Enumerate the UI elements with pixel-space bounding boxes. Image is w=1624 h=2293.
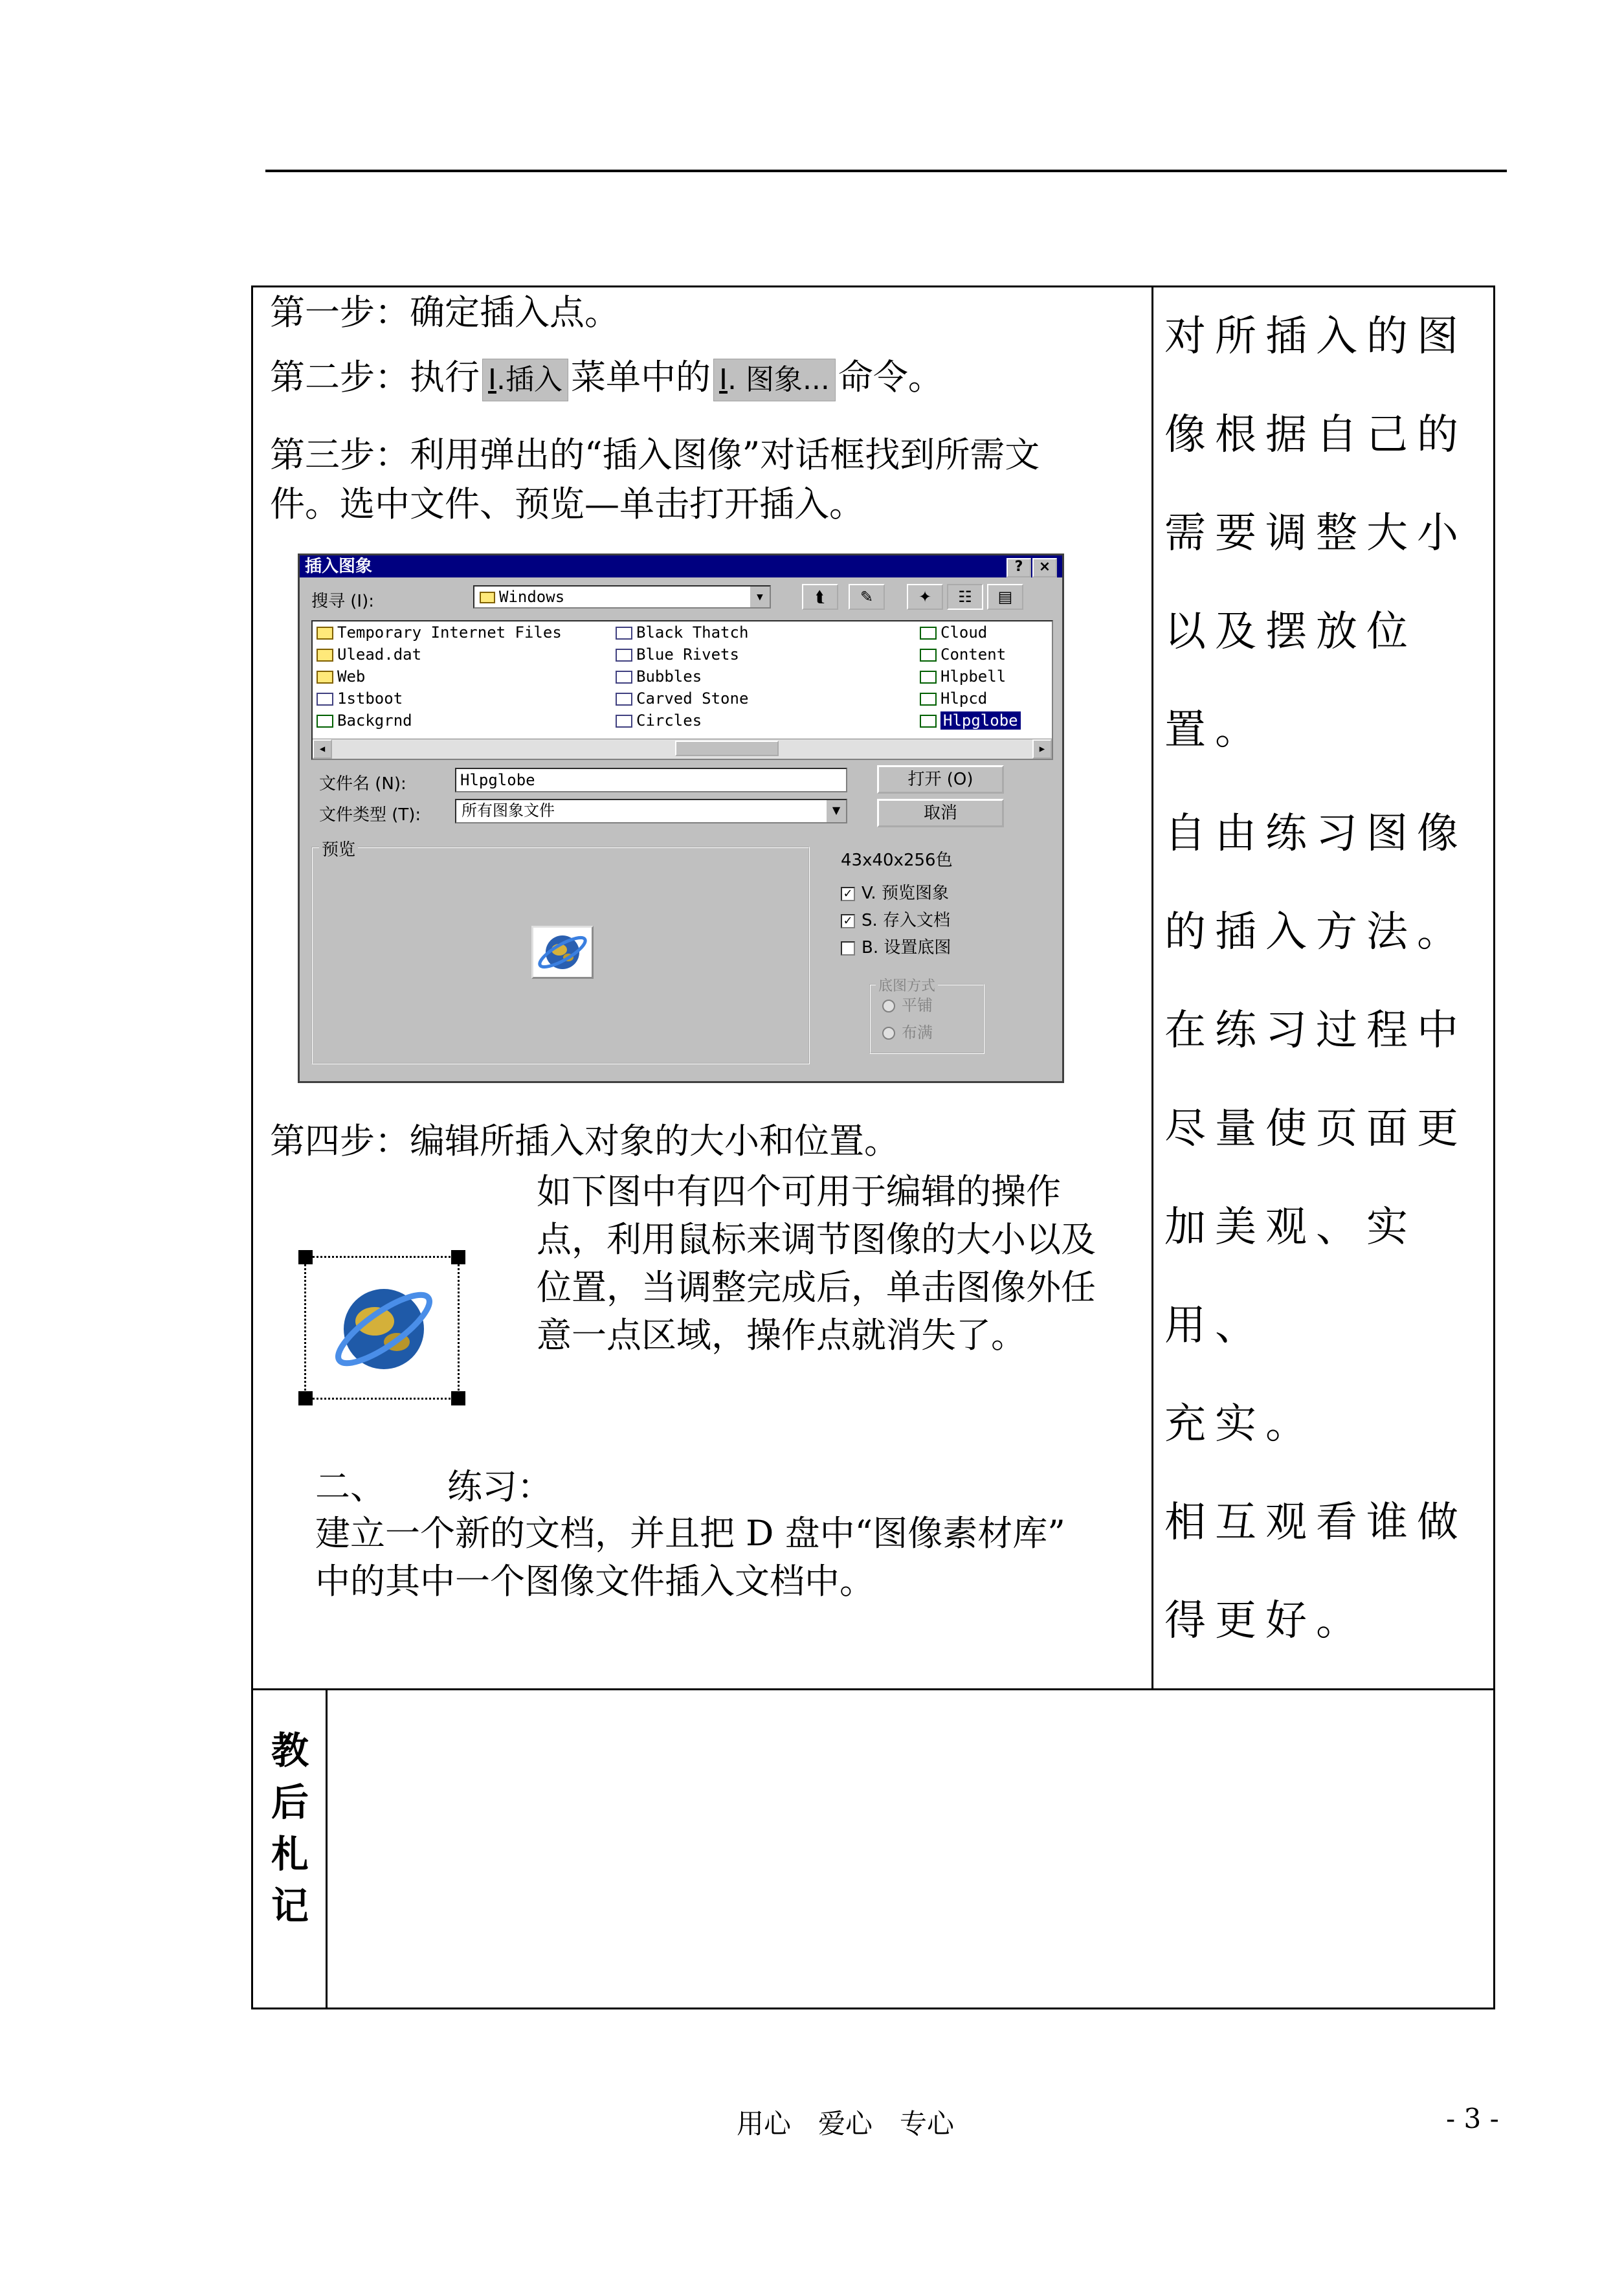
resize-handle[interactable] xyxy=(451,1391,465,1405)
resize-handle[interactable] xyxy=(451,1250,465,1264)
dialog-title: 插入图象 xyxy=(300,555,1062,577)
set-background-checkbox[interactable]: B. 设置底图 xyxy=(841,936,951,959)
filename-input[interactable]: Hlpglobe xyxy=(455,768,847,792)
image-file-icon xyxy=(616,715,632,728)
lesson-table xyxy=(251,285,1495,2009)
filetype-label: 文件类型 (T): xyxy=(319,805,421,825)
list-item[interactable]: 1stboot xyxy=(317,688,403,710)
cancel-button[interactable]: 取消 xyxy=(877,799,1004,827)
preview-group xyxy=(311,840,810,1064)
radio-selected-icon xyxy=(882,1000,895,1012)
resize-handles-figure xyxy=(304,1256,460,1400)
image-file-icon xyxy=(616,649,632,662)
image-menu-image: I. 图象... xyxy=(713,359,836,401)
list-item[interactable]: Carved Stone xyxy=(616,688,748,710)
insert-image-dialog xyxy=(298,554,1064,1083)
desktop-icon[interactable]: ✎ xyxy=(849,584,885,610)
desc-line-4: 意一点区域，操作点就消失了。 xyxy=(537,1315,1026,1356)
practice-heading: 练习： xyxy=(447,1466,552,1507)
html-file-icon xyxy=(920,693,937,706)
tile-radio[interactable]: 平铺 xyxy=(882,994,933,1016)
filename-label: 文件名 (N): xyxy=(319,774,406,794)
list-item[interactable]: Cloud xyxy=(920,621,987,643)
resize-handle[interactable] xyxy=(298,1250,313,1264)
teaching-notes-1: 对所插入的图 像根据自己的 需要调整大小 以及摆放位置。 xyxy=(1164,313,1467,754)
step-1: 第一步：确定插入点。 xyxy=(270,292,619,333)
header-rule xyxy=(265,170,1507,172)
notes-divider xyxy=(326,1688,328,2009)
list-item-selected[interactable]: Hlpglobe xyxy=(920,710,1021,732)
folder-icon xyxy=(317,649,333,662)
globe-icon xyxy=(332,1275,436,1381)
list-item[interactable]: Hlpbell xyxy=(920,666,1006,688)
checkbox-checked-icon: ✓ xyxy=(841,887,855,901)
horizontal-scrollbar[interactable] xyxy=(313,739,1052,759)
list-item[interactable]: Black Thatch xyxy=(616,621,748,643)
image-file-icon xyxy=(616,627,632,640)
chevron-down-icon: ▼ xyxy=(825,800,846,822)
preview-image-checkbox[interactable]: ✓ V. 预览图象 xyxy=(841,882,949,905)
scroll-right-icon[interactable]: ▶ xyxy=(1032,739,1052,759)
practice-number: 二、 xyxy=(315,1466,385,1507)
desc-line-1: 如下图中有四个可用于编辑的操作 xyxy=(537,1171,1061,1212)
preview-globe-image xyxy=(531,926,594,979)
folder-icon xyxy=(480,592,495,603)
list-item[interactable]: Blue Rivets xyxy=(616,643,739,666)
page-number: - 3 - xyxy=(1446,2103,1499,2134)
lookin-label: 搜寻 (I): xyxy=(311,592,374,611)
image-info: 43x40x256色 xyxy=(841,851,953,870)
filetype-dropdown[interactable]: 所有图象文件 ▼ xyxy=(455,799,847,823)
new-folder-icon[interactable]: ✦ xyxy=(907,584,943,610)
step-3-line-1: 第三步：利用弹出的“插入图像”对话框找到所需文 xyxy=(270,434,1040,475)
post-lesson-notes-label: 教 后 札 记 xyxy=(271,1728,309,1928)
practice-line-1: 建立一个新的文档，并且把 D 盘中“图像素材库” xyxy=(315,1513,1065,1554)
row-divider xyxy=(253,1688,1493,1690)
html-file-icon xyxy=(920,627,937,640)
up-folder-icon[interactable]: ⮬ xyxy=(802,584,838,610)
list-item[interactable]: Temporary Internet Files xyxy=(317,621,562,643)
scroll-thumb[interactable] xyxy=(675,741,779,756)
details-view-icon[interactable]: ▤ xyxy=(987,584,1023,610)
list-item[interactable]: Backgrnd xyxy=(317,710,412,732)
lookin-dropdown[interactable]: Windows ▼ xyxy=(473,585,771,609)
list-item[interactable]: Bubbles xyxy=(616,666,702,688)
background-mode-group xyxy=(869,978,984,1054)
preview-label: 预览 xyxy=(319,836,358,860)
desc-line-2: 点，利用鼠标来调节图像的大小以及 xyxy=(537,1219,1096,1260)
step-2 xyxy=(270,355,943,401)
teaching-notes-2: 自由练习图像 的插入方法。 在练习过程中 尽量使页面更 加美观、实用、 充实。 相互观看谁做 得更好。 xyxy=(1164,810,1467,1645)
list-item[interactable]: Content xyxy=(920,643,1006,666)
close-button[interactable]: × xyxy=(1032,558,1057,577)
step-2-middle: 菜单中的 xyxy=(570,357,711,397)
list-item[interactable]: Ulead.dat xyxy=(317,643,421,666)
checkbox-checked-icon: ✓ xyxy=(841,914,855,928)
practice-line-2: 中的其中一个图像文件插入文档中。 xyxy=(315,1561,874,1602)
list-view-icon[interactable]: ☷ xyxy=(947,584,983,610)
save-to-doc-checkbox[interactable]: ✓ S. 存入文档 xyxy=(841,909,950,932)
image-file-icon xyxy=(616,693,632,706)
column-divider xyxy=(1151,287,1153,1688)
desc-line-3: 位置，当调整完成后，单击图像外任 xyxy=(537,1267,1096,1308)
list-item[interactable]: Circles xyxy=(616,710,702,732)
file-list xyxy=(311,620,1053,760)
html-file-icon xyxy=(317,715,333,728)
list-item[interactable]: Hlpcd xyxy=(920,688,987,710)
image-file-icon xyxy=(616,671,632,684)
background-mode-label: 底图方式 xyxy=(876,975,938,995)
html-file-icon xyxy=(920,671,937,684)
scroll-left-icon[interactable]: ◀ xyxy=(313,739,332,759)
html-file-icon xyxy=(920,649,937,662)
chevron-down-icon: ▼ xyxy=(749,587,770,607)
open-button[interactable]: 打开 (O) xyxy=(877,765,1004,794)
folder-icon xyxy=(317,627,333,640)
stretch-radio[interactable]: 布满 xyxy=(882,1022,933,1044)
step-2-suffix: 命令。 xyxy=(838,357,943,397)
html-file-icon xyxy=(920,715,937,728)
step-4: 第四步：编辑所插入对象的大小和位置。 xyxy=(270,1121,899,1161)
footer-motto: 用心 爱心 专心 xyxy=(737,2108,955,2140)
step-2-prefix: 第二步：执行 xyxy=(270,357,480,397)
step-3-line-2: 件。选中文件、预览—单击打开插入。 xyxy=(270,484,864,524)
resize-handle[interactable] xyxy=(298,1391,313,1405)
image-file-icon xyxy=(317,693,333,706)
insert-menu-image: I.插入 xyxy=(482,359,568,401)
folder-icon xyxy=(317,671,333,684)
checkbox-empty-icon xyxy=(841,941,855,956)
list-item[interactable]: Web xyxy=(317,666,365,688)
radio-icon xyxy=(882,1027,895,1040)
help-button[interactable]: ? xyxy=(1007,558,1031,577)
